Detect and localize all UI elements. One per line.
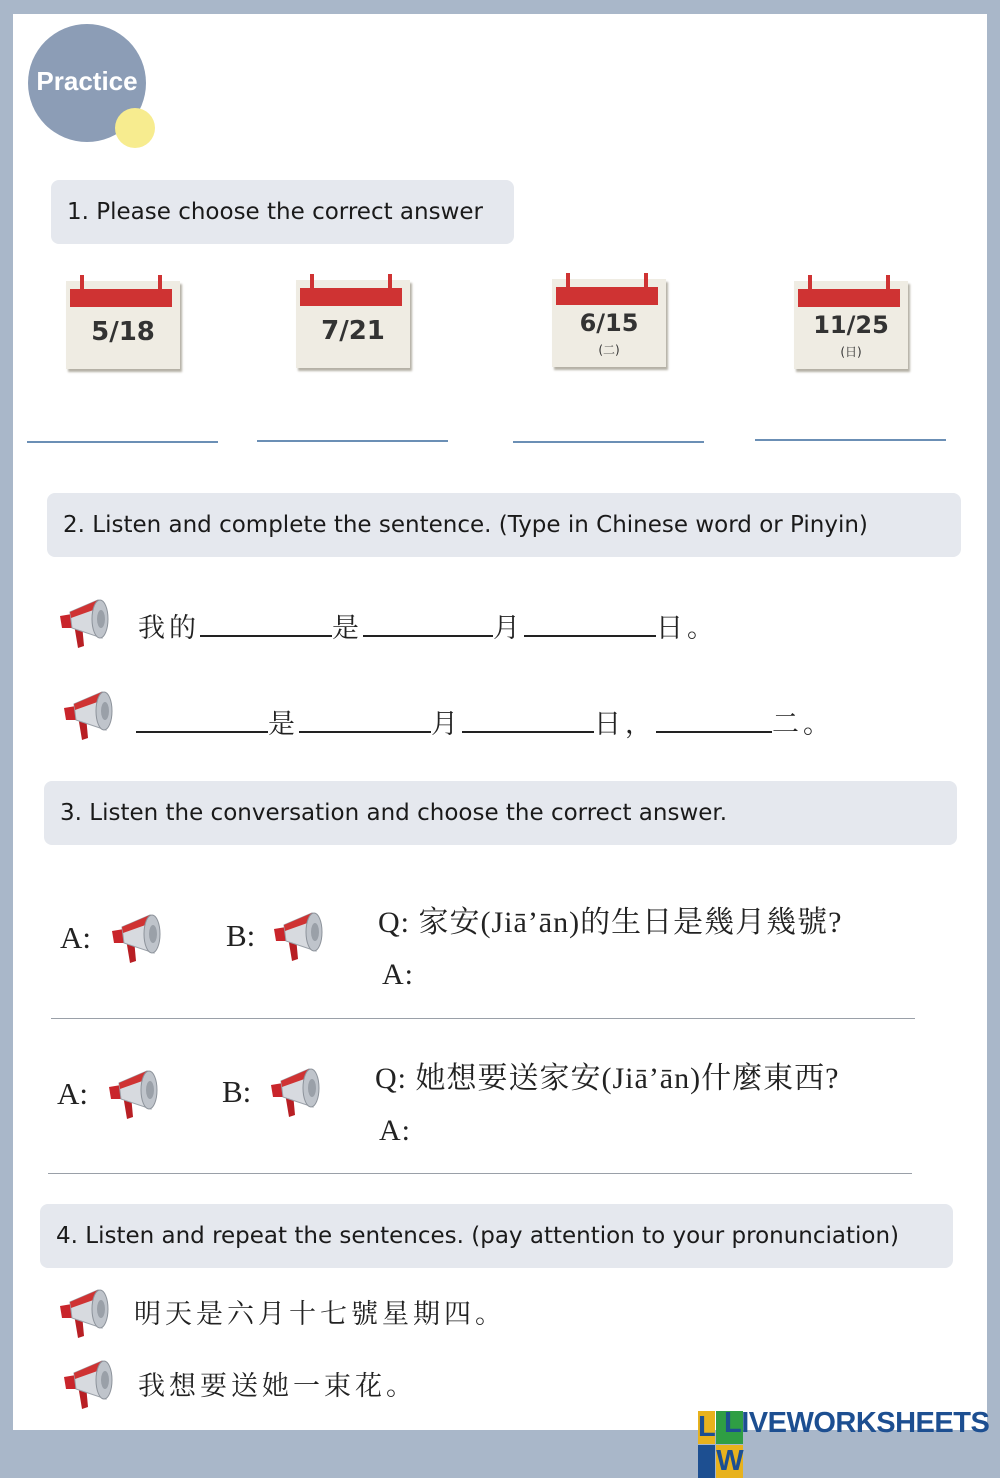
answer-input-4[interactable] <box>755 439 946 441</box>
answer-input-1[interactable] <box>27 441 218 443</box>
question-2: Q: 她想要送家安(Jiā’ān)什麼東西? <box>375 1062 840 1095</box>
calendar-date: 5/18 <box>91 317 155 347</box>
calendar-header-bar <box>556 287 658 305</box>
megaphone-icon[interactable] <box>106 909 168 965</box>
section-4-heading: 4. Listen and repeat the sentences. (pay attention to your pronunciation) <box>40 1204 953 1268</box>
calendar-date: 6/15 <box>579 309 639 337</box>
calendar-date: 11/25 <box>813 311 889 339</box>
megaphone-icon[interactable] <box>268 907 330 963</box>
blank-input[interactable] <box>363 613 493 637</box>
liveworksheets-logo <box>698 1406 990 1477</box>
sentence-2-line-2: 是 月 日， 二。 <box>136 702 834 741</box>
section-3-heading: 3. Listen the conversation and choose the correct answer. <box>44 781 957 845</box>
liveworksheets-mark-icon: L W <box>698 1411 744 1477</box>
calendar-11-25 <box>794 281 908 369</box>
calendar-7-21 <box>296 280 410 368</box>
calendar-6-15 <box>552 279 666 367</box>
megaphone-icon[interactable] <box>54 594 116 650</box>
calendar-header-bar <box>798 289 900 307</box>
megaphone-icon[interactable] <box>58 1355 120 1411</box>
speaker-b-label: B: <box>226 918 256 953</box>
sentence-2-line-1: 我的 是 月 日。 <box>138 613 718 644</box>
calendar-header-bar <box>300 288 402 306</box>
answer-input-2[interactable] <box>257 440 448 442</box>
repeat-sentence-1: 明天是六月十七號星期四。 <box>134 1299 506 1330</box>
calendar-weekday: (二) <box>598 343 620 357</box>
calendar-5-18 <box>66 281 180 369</box>
blank-input[interactable] <box>462 709 594 733</box>
practice-label: Practice <box>36 66 138 96</box>
question-1-answer-label: A: <box>382 958 414 991</box>
section-2-heading: 2. Listen and complete the sentence. (Type in Chinese word or Pinyin) <box>47 493 961 557</box>
megaphone-icon[interactable] <box>265 1063 327 1119</box>
speaker-a-label: A: <box>60 920 91 955</box>
question-1: Q: 家安(Jiā’ān)的生日是幾月幾號? <box>378 906 843 939</box>
divider <box>51 1018 915 1019</box>
question-2-answer-label: A: <box>379 1114 411 1147</box>
question-2-answer-input[interactable] <box>418 1111 898 1155</box>
speaker-a-label: A: <box>57 1076 88 1111</box>
speaker-b-label: B: <box>222 1074 252 1109</box>
megaphone-icon[interactable] <box>54 1284 116 1340</box>
blank-input[interactable] <box>200 613 332 637</box>
badge-dot-decoration <box>115 108 155 148</box>
calendar-header-bar <box>70 289 172 307</box>
calendar-date: 7/21 <box>321 316 385 346</box>
blank-input[interactable] <box>136 709 268 733</box>
megaphone-icon[interactable] <box>58 686 120 742</box>
blank-input[interactable] <box>299 709 431 733</box>
megaphone-icon[interactable] <box>103 1065 165 1121</box>
section-1-heading: 1. Please choose the correct answer <box>51 180 514 244</box>
divider <box>48 1173 912 1174</box>
blank-input[interactable] <box>524 613 656 637</box>
repeat-sentence-2: 我想要送她一束花。 <box>138 1371 417 1402</box>
question-1-answer-input[interactable] <box>420 955 900 999</box>
answer-input-3[interactable] <box>513 441 704 443</box>
calendar-weekday: (日) <box>840 345 862 359</box>
brand-text: LIVEWORKSHEETS <box>724 1406 990 1439</box>
blank-input[interactable] <box>656 709 772 733</box>
